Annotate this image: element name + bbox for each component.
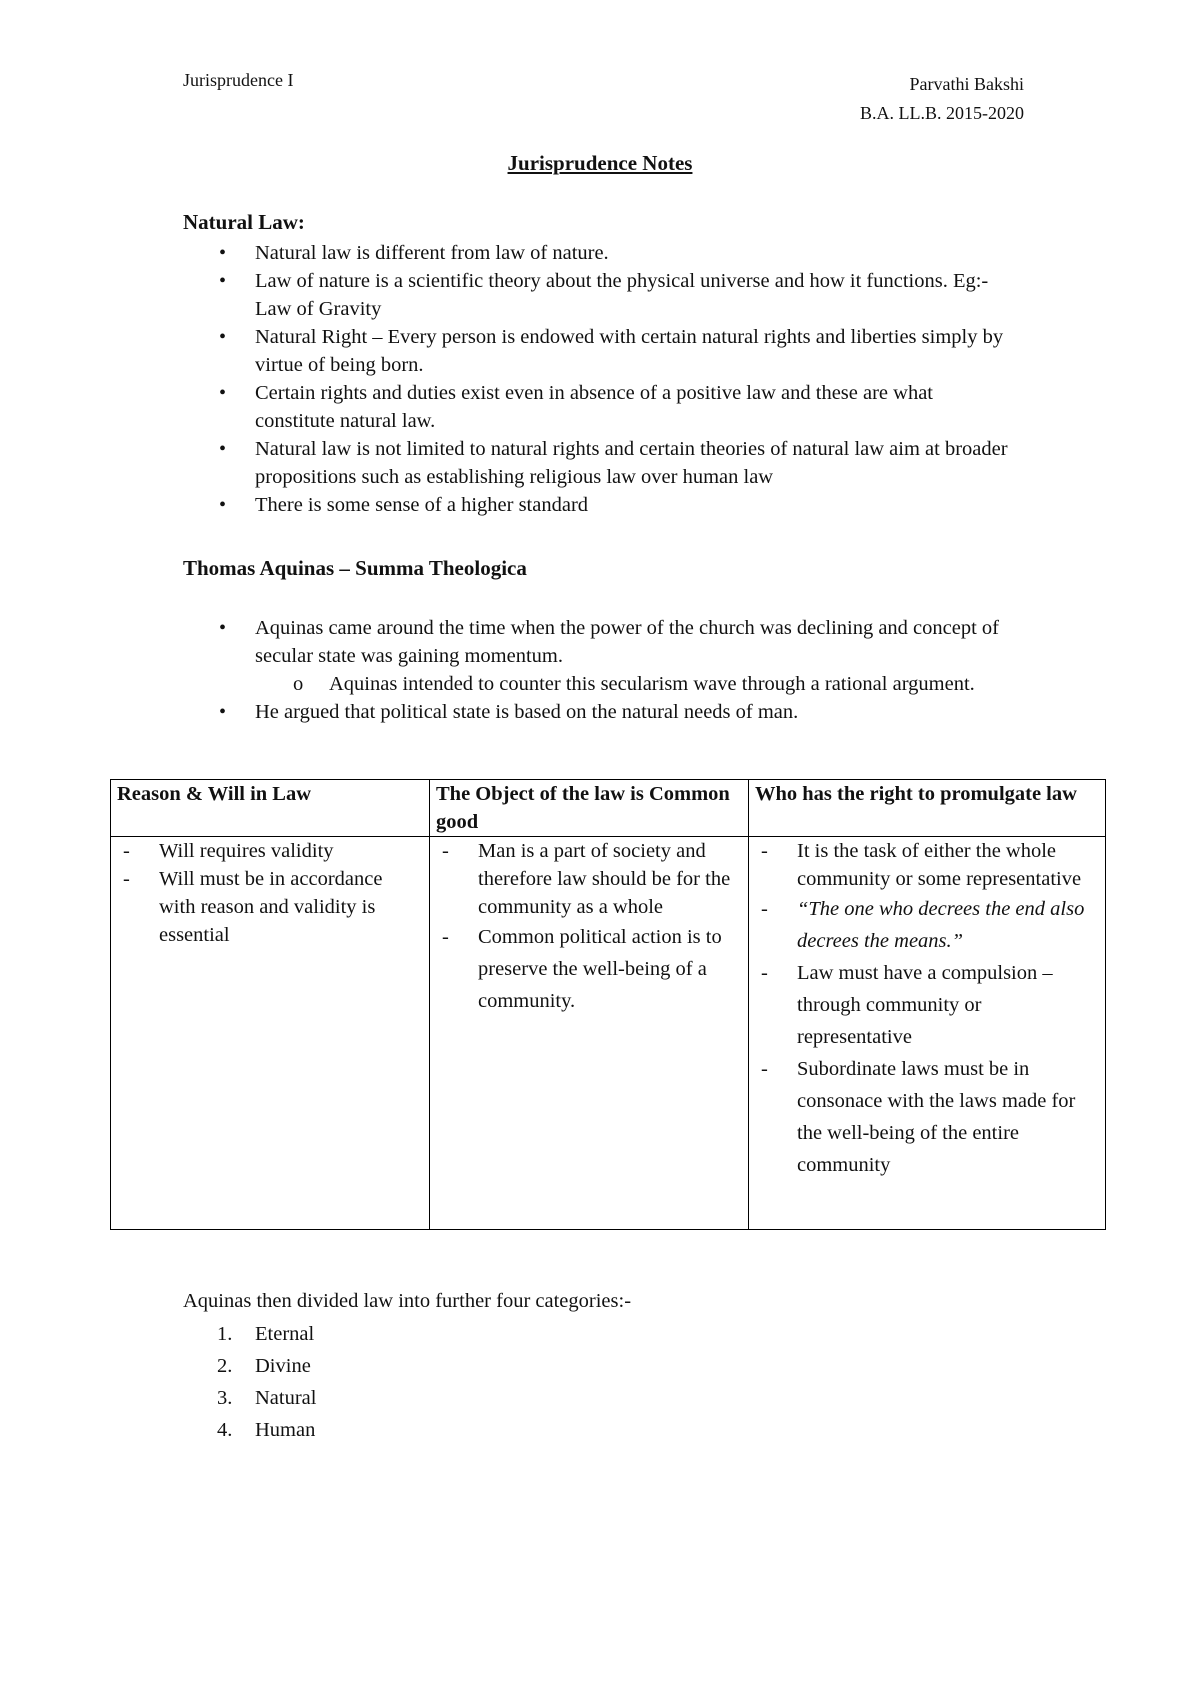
list-item: 1. Eternal: [217, 1323, 315, 1345]
list-item: • Natural Right – Every person is endowed with certain natural rights and liberties simply by virtue of being born.: [183, 323, 1013, 379]
dash-icon: -: [123, 868, 130, 890]
categories-list: [183, 1318, 316, 1446]
list-item: - Subordinate laws must be in consonace with the laws made for the well-being of the entire community: [755, 1053, 1099, 1181]
list-item: • He argued that political state is based on the natural needs of man.: [183, 698, 1013, 726]
bullet-icon: •: [219, 382, 227, 404]
list-item: 3. Natural: [217, 1387, 317, 1409]
bullet-icon: •: [219, 438, 227, 460]
list-item: • Natural law is different from law of nature.: [183, 239, 1013, 267]
dash-icon: -: [761, 962, 768, 984]
list-item: 4. Human: [217, 1419, 316, 1441]
aquinas-heading: Thomas Aquinas – Summa Theologica: [183, 556, 527, 580]
aquinas-list: [183, 614, 1013, 726]
list-item: - Law must have a compulsion – through community or representative: [755, 957, 1099, 1053]
list-item: • There is some sense of a higher standard: [183, 491, 1013, 519]
bullet-icon: •: [219, 701, 227, 723]
header-course: Jurisprudence I: [183, 70, 294, 90]
list-item: • Certain rights and duties exist even in absence of a positive law and these are what constitute natural law.: [183, 379, 1013, 435]
sub-bullet-icon: o: [293, 673, 304, 695]
header-degree: B.A. LL.B. 2015-2020: [860, 103, 1024, 123]
bullet-icon: •: [219, 326, 227, 348]
dash-icon: -: [442, 840, 449, 862]
bullet-icon: •: [219, 242, 227, 264]
dash-icon: -: [761, 840, 768, 862]
header-author: Parvathi Bakshi: [909, 74, 1024, 94]
page-title: Jurisprudence Notes: [507, 151, 693, 175]
categories-intro: Aquinas then divided law into further four categories:-: [183, 1290, 632, 1312]
list-item: - Common political action is to preserve the well-being of a community.: [436, 921, 742, 1017]
list-item: • Law of nature is a scientific theory about the physical universe and how it functions. Eg:- Law of Gravity: [183, 267, 1013, 323]
table-cell-common-good: [430, 837, 749, 1230]
table-header-cell: The Object of the law is Common good: [430, 780, 749, 837]
table-header-cell: Reason & Will in Law: [111, 780, 430, 837]
list-item: • Aquinas came around the time when the power of the church was declining and concept of secular state was gaining momentum.: [183, 614, 1013, 670]
bullet-icon: •: [219, 617, 227, 639]
table-cell-promulgate: [749, 837, 1106, 1230]
list-item: - Man is a part of society and therefore law should be for the community as a whole: [436, 837, 742, 921]
table-header-cell: Who has the right to promulgate law: [749, 780, 1106, 837]
quote-item: - “The one who decrees the end also decrees the means.”: [755, 893, 1099, 957]
list-item: 2. Divine: [217, 1355, 311, 1377]
list-item: • Natural law is not limited to natural rights and certain theories of natural law aim at broader propositions such as establishing religious law over human law: [183, 435, 1013, 491]
bullet-icon: •: [219, 494, 227, 516]
list-item: - It is the task of either the whole community or some representative: [755, 837, 1099, 893]
table-header-row: [111, 780, 1106, 837]
header-author-block: [860, 70, 1024, 128]
natural-law-list: [183, 239, 1013, 519]
table-cell-reason-will: [111, 837, 430, 1230]
dash-icon: -: [761, 898, 768, 920]
table-row: [111, 837, 1106, 1230]
list-item: - Will requires validity: [117, 837, 423, 865]
natural-law-heading: Natural Law:: [183, 210, 305, 234]
dash-icon: -: [761, 1058, 768, 1080]
dash-icon: -: [123, 840, 130, 862]
list-item: - Will must be in accordance with reason and validity is essential: [117, 865, 423, 949]
dash-icon: -: [442, 926, 449, 948]
sub-list-item: o Aquinas intended to counter this secularism wave through a rational argument.: [183, 670, 1013, 698]
aquinas-table: [110, 779, 1106, 1230]
bullet-icon: •: [219, 270, 227, 292]
